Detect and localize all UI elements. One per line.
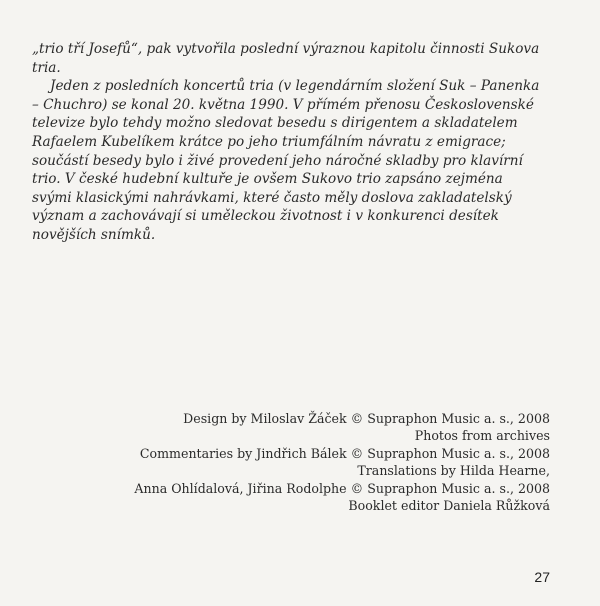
body-line: trio. V české hudební kultuře je ovšem Sukovo trio zapsáno zejména xyxy=(32,171,503,188)
credit-line: Design by Miloslav Žáček © Supraphon Music a. s., 2008 xyxy=(183,411,550,426)
body-line: svými klasickými nahrávkami, které často měly doslova zakladatelský xyxy=(32,189,512,206)
body-line: novějších snímků. xyxy=(32,226,156,243)
body-line: televize bylo tehdy možno sledovat besedu s dirigentem a skladatelem xyxy=(32,115,518,132)
body-text xyxy=(32,40,552,245)
body-line: „trio tří Josefů“, pak vytvořila poslední výraznou kapitolu činnosti Sukova xyxy=(32,41,540,57)
body-line: tria. xyxy=(32,59,61,76)
credit-line: Translations by Hilda Hearne, xyxy=(357,463,550,479)
credit-line: Booklet editor Daniela Růžková xyxy=(348,498,550,514)
credit-line: Commentaries by Jindřich Bálek © Supraphon Music a. s., 2008 xyxy=(139,445,550,461)
credit-line: Photos from archives xyxy=(414,428,550,444)
body-line: význam a zachovávají si uměleckou životnost i v konkurenci desítek xyxy=(32,208,499,225)
body-line: – Chuchro) se konal 20. května 1990. V přímém přenosu Československé xyxy=(32,96,534,113)
body-line: Rafaelem Kubelíkem krátce po jeho triumfálním návratu z emigrace; xyxy=(32,133,506,150)
credit-line: Anna Ohlídalová, Jiřina Rodolphe © Supraphon Music a. s., 2008 xyxy=(134,480,550,496)
credits-block xyxy=(134,410,550,514)
body-line: Jeden z posledních koncertů tria (v legendárním složení Suk – Panenka xyxy=(50,78,540,95)
page-number: 27 xyxy=(534,569,550,585)
body-line: součástí besedy bylo i živé provedení jeho náročné skladby pro klavírní xyxy=(32,152,523,169)
